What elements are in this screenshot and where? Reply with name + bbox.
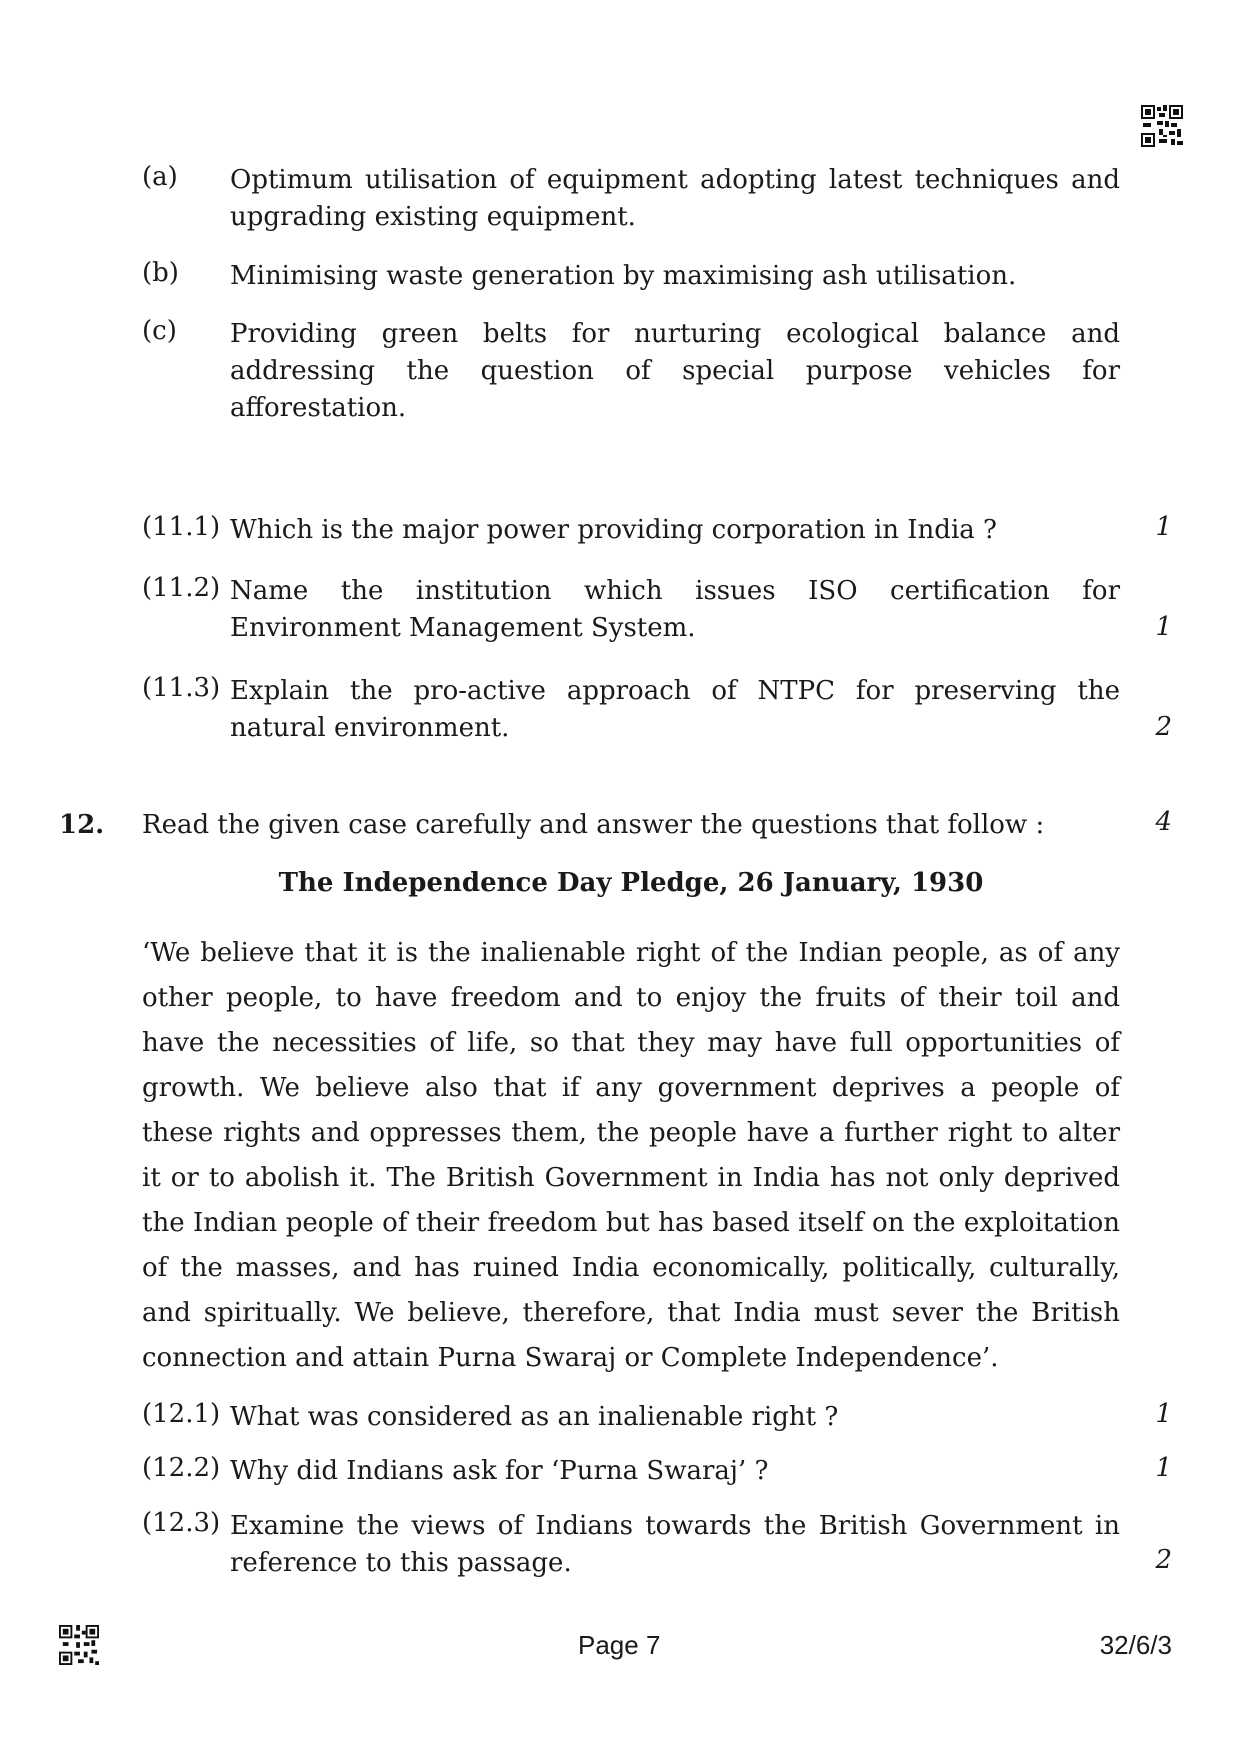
q11-3-text: Explain the pro-active approach of NTPC for preserving the natural environment. [230, 676, 1120, 743]
qr-code-top [1141, 105, 1183, 151]
q12-intro: Read the given case carefully and answer the questions that follow : [142, 810, 1045, 840]
option-b-text: Minimising waste generation by maximising ash utilisation. [230, 261, 1017, 291]
qr-code-bottom [59, 1625, 99, 1669]
q12-marks: 4 [1155, 807, 1172, 837]
q11-2-label: (11.2) [142, 573, 221, 603]
q11-2-text: Name the institution which issues ISO certification for Environment Management System. [230, 576, 1120, 643]
q12-1-text: What was considered as an inalienable right ? [230, 1402, 839, 1432]
option-c-text: Providing green belts for nurturing ecological balance and addressing the question of special purpose vehicles for afforestation. [230, 319, 1120, 423]
q12-1-marks: 1 [1155, 1399, 1172, 1429]
q12-2-label: (12.2) [142, 1453, 221, 1483]
q12-3-text: Examine the views of Indians towards the British Government in reference to this passage. [230, 1511, 1120, 1578]
page-number: Page 7 [578, 1630, 661, 1660]
q11-2-marks: 1 [1155, 612, 1172, 642]
q12-number: 12. [59, 810, 105, 840]
q12-2-marks: 1 [1155, 1453, 1172, 1483]
q12-passage: ‘We believe that it is the inalienable right of the Indian people, as of any other people, to have freedom and to enjoy the fruits of their toil and have the necessities of life, so that they may have full opportunities of growth. We believe also that if any government deprives a people of these rights and oppresses them, the people have a further right to alter it or to abolish it. The British Government in India has not only deprived the Indian people of their freedom but has based itself on the exploitation of the masses, and has ruined India economically, politically, culturally, and spiritually. We believe, therefore, that India must sever the British connection and attain Purna Swaraj or Complete Independence’. [142, 938, 1120, 1373]
q11-1-label: (11.1) [142, 512, 221, 542]
q12-2-text: Why did Indians ask for ‘Purna Swaraj’ ? [230, 1456, 769, 1486]
q12-3-marks: 2 [1155, 1545, 1172, 1575]
q11-1-marks: 1 [1155, 512, 1172, 542]
q12-1-label: (12.1) [142, 1399, 221, 1429]
option-a-label: (a) [142, 162, 178, 192]
option-c-label: (c) [142, 316, 177, 346]
option-b-label: (b) [142, 258, 179, 288]
q11-3-marks: 2 [1155, 712, 1172, 742]
q12-3-label: (12.3) [142, 1508, 221, 1538]
q12-title: The Independence Day Pledge, 26 January, 1930 [278, 868, 984, 898]
option-a-text: Optimum utilisation of equipment adopting latest techniques and upgrading existing equipment. [230, 165, 1120, 232]
q11-3-label: (11.3) [142, 673, 221, 703]
paper-code: 32/6/3 [1099, 1630, 1172, 1660]
q11-1-text: Which is the major power providing corporation in India ? [230, 515, 997, 545]
